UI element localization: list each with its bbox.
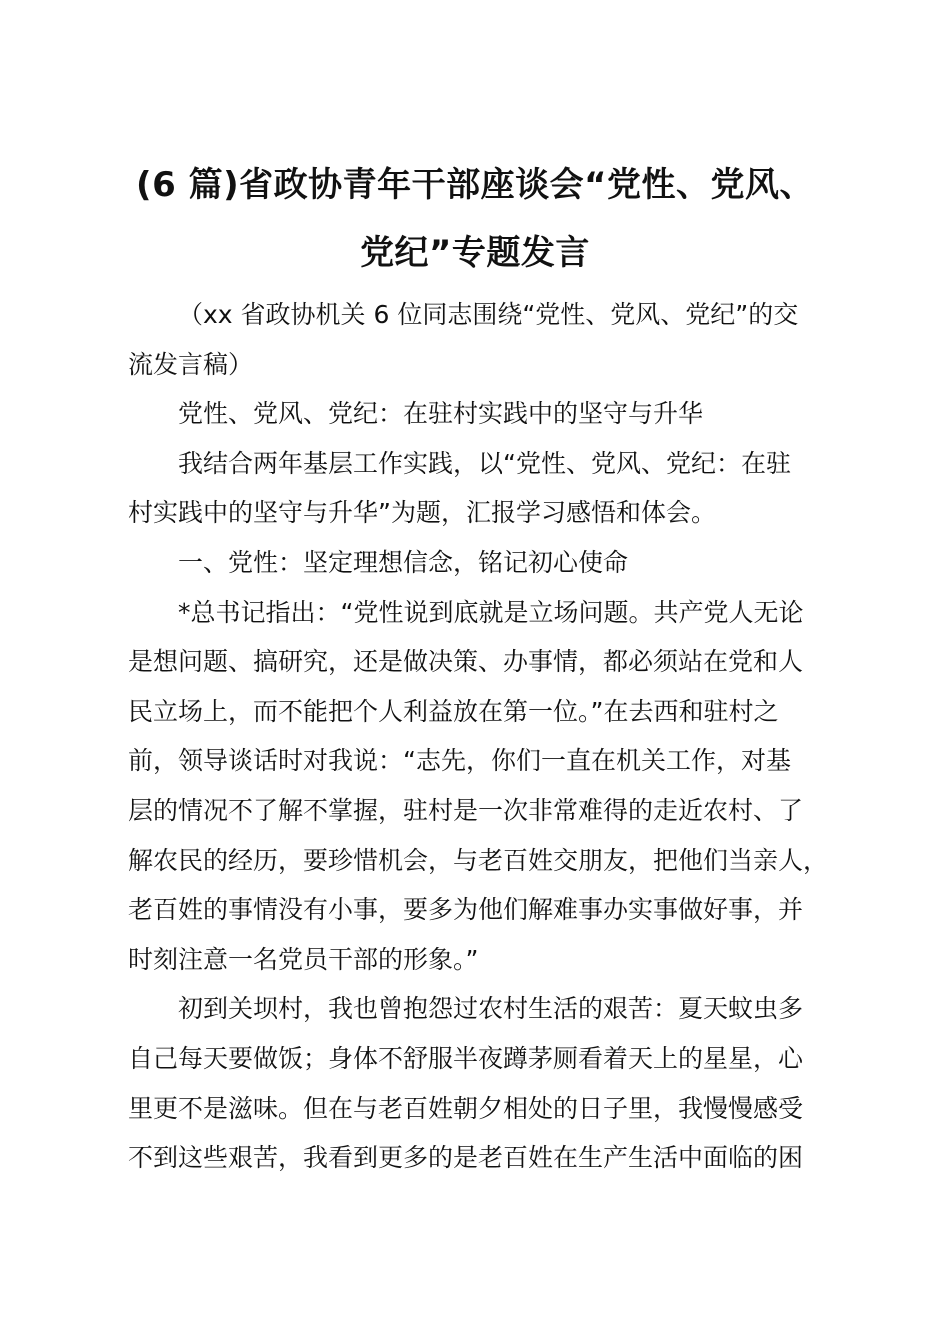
body-line: *总书记指出：“党性说到底就是立场问题。共产党人无论 [178,597,804,627]
body-line: 解农民的经历，要珍惜机会，与老百姓交朋友，把他们当亲人， [128,845,829,875]
subtitle-line-2: 流发言稿） [128,349,254,379]
body-line: 我结合两年基层工作实践，以“党性、党风、党纪：在驻 [178,448,791,478]
document-body [128,290,838,1183]
body-line: 老百姓的事情没有小事，要多为他们解难事办实事做好事，并 [128,895,804,925]
body-line: 前，领导谈话时对我说：“志先，你们一直在机关工作，对基 [128,746,791,776]
body-line: 自己每天要做饭；身体不舒服半夜蹲茅厕看着天上的星星，心 [128,1043,804,1073]
subsection-heading: 一、党性：坚定理想信念，铭记初心使命 [178,547,629,577]
body-line: 里更不是滋味。但在与老百姓朝夕相处的日子里，我慢慢感受 [128,1093,804,1123]
document-title-line-1: (6 篇)省政协青年干部座谈会“党性、党风、 [136,165,814,205]
body-line: 是想问题、搞研究，还是做决策、办事情，都必须站在党和人 [128,647,804,677]
section-heading: 党性、党风、党纪：在驻村实践中的坚守与升华 [178,399,704,429]
body-line: 层的情况不了解不掌握，驻村是一次非常难得的走近农村、了 [128,795,804,825]
body-line: 初到关坝村，我也曾抱怨过农村生活的艰苦：夏天蚊虫多 [178,994,804,1024]
body-line: 时刻注意一名党员干部的形象。” [128,944,479,974]
body-line: 村实践中的坚守与升华”为题，汇报学习感悟和体会。 [128,498,716,528]
document-title-line-2: 党纪”专题发言 [360,233,590,273]
body-line: 不到这些艰苦，我看到更多的是老百姓在生产生活中面临的困 [128,1143,804,1173]
body-line: 民立场上，而不能把个人利益放在第一位。”在去西和驻村之 [128,696,779,726]
subtitle-line-1: （xx 省政协机关 6 位同志围绕“党性、党风、党纪”的交 [178,300,799,329]
